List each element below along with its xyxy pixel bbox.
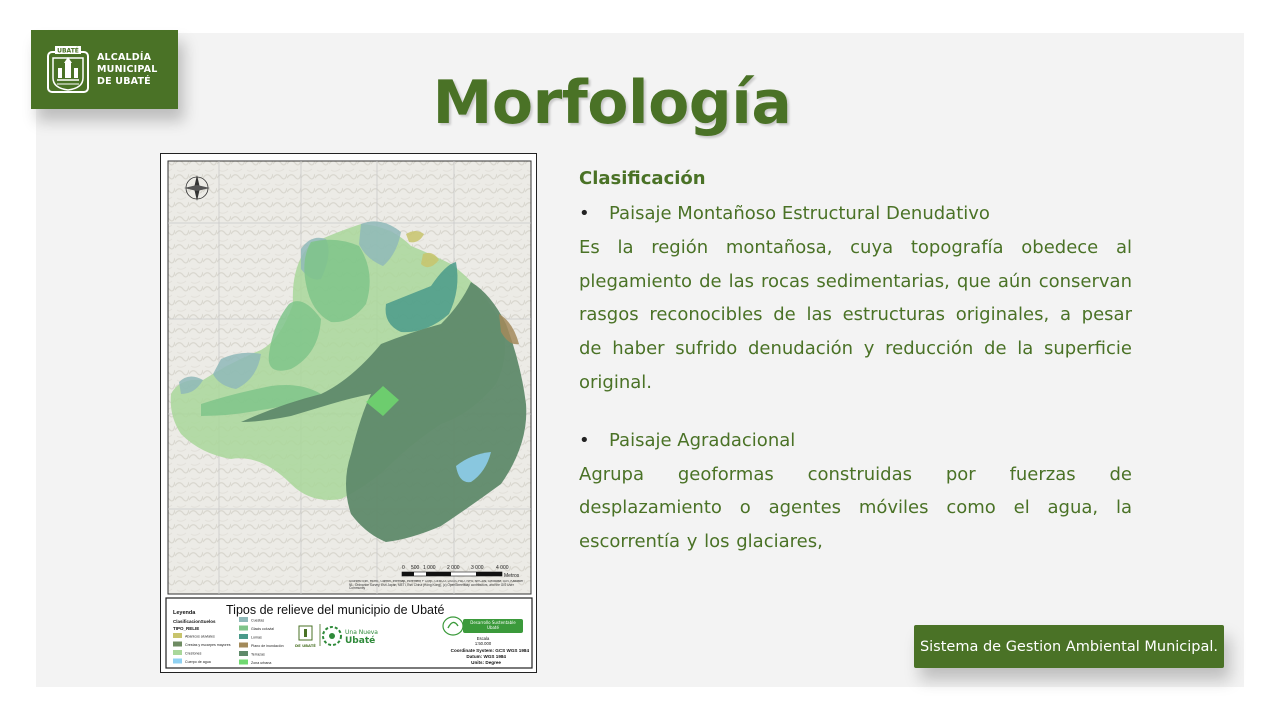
logo-line-1: ALCALDÍA xyxy=(97,51,152,63)
legend-swatch xyxy=(239,643,248,648)
legend-header: Leyenda xyxy=(173,610,196,616)
legend-label: Zona urbana xyxy=(251,661,272,665)
bullet-dot: • xyxy=(579,429,590,451)
legend-sub2: TIPO_RELIE xyxy=(173,626,200,631)
scale-tick-5: 4 000 xyxy=(496,565,509,571)
units: Units: Degree xyxy=(471,660,501,665)
scale-bar xyxy=(402,572,502,576)
scale-tick-2: 1 000 xyxy=(423,565,436,571)
bullet-item-2-text: Agrupa geoformas construidas por fuerzas de desplazamiento o agentes móviles como el agua, la escorrentía y los glaciares, xyxy=(579,463,1132,552)
bullet-item-2-title: Paisaje Agradacional xyxy=(609,429,796,451)
legend-swatch xyxy=(239,626,248,631)
legend-swatch xyxy=(173,633,182,638)
scale-tick-3: 2 000 xyxy=(447,565,460,571)
legend-label: Plano de inundación xyxy=(251,644,284,648)
scale-tick-1: 500 xyxy=(411,565,420,571)
bullet-dot: • xyxy=(579,203,590,224)
bullet-item-2 xyxy=(579,424,1132,458)
datum: Datum: WGS 1984 xyxy=(466,654,506,659)
footer-badge xyxy=(914,625,1224,668)
legend-label: Crestas y escarpes mayores xyxy=(185,643,231,647)
scale-tick-0: 0 xyxy=(402,565,405,571)
page-title xyxy=(0,68,1280,138)
legend-label: Lomas xyxy=(251,635,262,640)
legend-swatch xyxy=(173,659,182,664)
map-caption: Tipos de relieve del municipio de Ubaté xyxy=(226,603,445,617)
logo-line-2: MUNICIPAL xyxy=(97,63,158,75)
relief-map xyxy=(160,153,537,673)
legend-swatch xyxy=(239,651,248,656)
legend-swatch xyxy=(239,617,248,622)
logo-line-3: DE UBATÉ xyxy=(97,75,151,87)
legend-swatch xyxy=(239,634,248,639)
bullet-item-1 xyxy=(579,197,1132,231)
legend-label: Abanicos aluviales xyxy=(185,634,215,639)
content-panel xyxy=(579,168,1132,559)
coordinate-system: Coordinate System: GCS WGS 1984 xyxy=(450,648,529,653)
legend-label: Cuestas xyxy=(251,618,265,623)
legend-label: Glacis coluvial xyxy=(251,627,274,631)
legend-label: Terrazas xyxy=(251,652,265,657)
badge-text: Desarrollo Sustentable Ubaté xyxy=(470,620,516,630)
brand-line-2: Ubaté xyxy=(345,636,376,646)
section-heading: Clasificación xyxy=(579,168,706,189)
map-sources: Sources: Esri, HERE, Garmin, Intermap, increment P Corp., GEBCO, USGS, FAO, NPS, NRCAN, GeoBase, IGN, Kadaster NL, Ordnance Survey, Esri Japan, METI, Esri China (Hong Kong), (c) OpenStreetMap contributors, and the GIS User Community xyxy=(349,580,524,591)
legend-swatch xyxy=(173,650,182,655)
bullet-item-1-title: Paisaje Montañoso Estructural Denudativo xyxy=(609,203,990,224)
legend-swatch xyxy=(173,642,182,647)
scale-unit: Metros xyxy=(504,573,520,579)
bullet-item-1-text: Es la región montañosa, cuya topografía obedece al plegamiento de las rocas sedimentarias, que aún conservan rasgos reconocibles de las estructuras originales, a pesar de haber sufrido denudación y reducción de la superficie original. xyxy=(579,237,1132,393)
brand-line-1: Una Nueva xyxy=(345,629,378,636)
legend-label: Crestones xyxy=(185,651,202,656)
small-logo-text: DE UBATÉ xyxy=(295,643,316,648)
legend-sub1: ClasificacionSuelos xyxy=(173,619,216,624)
emblem-text: UBATÉ xyxy=(57,47,79,54)
legend-swatch xyxy=(239,660,248,665)
scale-tick-4: 3 000 xyxy=(471,565,484,571)
page-title-text: Morfología xyxy=(432,68,792,138)
scale-value: 1:50.000 xyxy=(474,641,492,646)
scale-label: Escala xyxy=(476,636,490,641)
footer-label: Sistema de Gestion Ambiental Municipal. xyxy=(919,638,1219,655)
badge-text-box xyxy=(464,620,522,633)
relief-map-svg xyxy=(161,154,535,671)
legend-label: Cuerpo de agua xyxy=(185,660,211,664)
map-sources-box xyxy=(349,580,529,594)
